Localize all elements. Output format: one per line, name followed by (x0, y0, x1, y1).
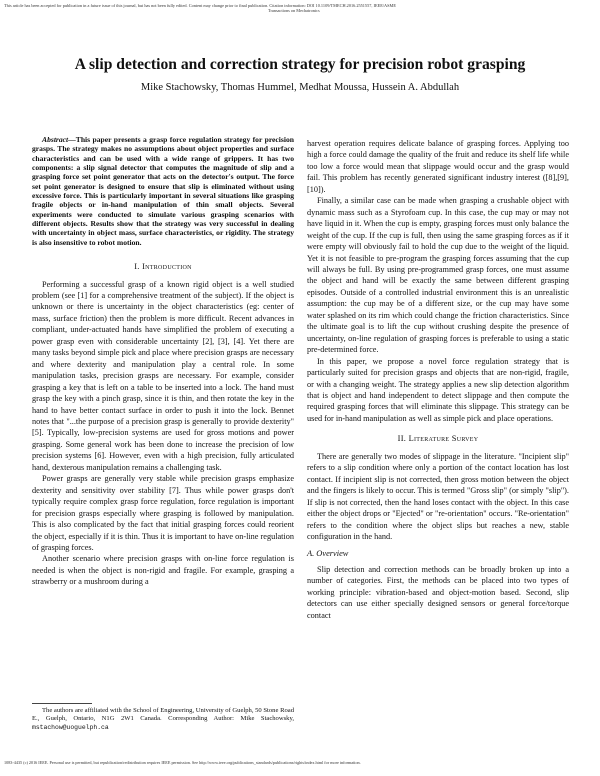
footnote-text: The authors are affiliated with the School of Engineering, University of Guelph, 50 Stone Road E., Guelph, Ontario, N1G 2W1 Canada. Corresponding Author: Mike Stachowsky, (32, 707, 294, 723)
copyright-footer: 1083-4435 (c) 2016 IEEE. Personal use is permitted, but republication/redistribution requires IEEE permission. See http://www.ieee.org/publications_standards/publications/rights/index.html for more information. (4, 760, 361, 765)
paper-title: A slip detection and correction strategy for precision robot grasping (74, 56, 526, 73)
abstract (32, 135, 294, 247)
intro-paragraph: Another scenario where precision grasps with on-line force regulation is needed is when the object is non-rigid and fragile. For example, grasping a strawberry or a mushroom during a (32, 554, 294, 587)
author-footnote (32, 703, 294, 732)
footnote-rule (32, 703, 92, 704)
overview-paragraph: Slip detection and correction methods can be broadly broken up into a number of categories. First, the methods can be placed into two types of working principle: vibration-based and object-motion based. Second, slip detectors can use either specially designed sensors or general force/torque contact (307, 564, 569, 620)
intro-paragraph: Performing a successful grasp of a known rigid object is a well studied problem (see [1] for a comprehensive treatment of the subject). If the object is unknown or there is uncertainty in the object characteristics (eg: center of mass, surface friction) then the problem is more difficult. Recent advances in compliant, under-actuated hands have simplified the problem of executing a power grasp even with considerable uncertainty [2], [3], [4]. Yet there are many tasks beyond simple pick and place where precision grasps are necessary and where dexterity and manipulation play a central role. In some manipulation tasks, precision grasps are necessary. For example, consider grasping a key that is left on a table to be inserted into a lock. The hand must grasp the key with a pinch grasp, since it is thin, and then rotate the key in the hand to have better contact surface in order to push it into the lock. Bennet notes that "...the purpose of a precision grasp is generally to provide dexterity" [5]. Typically, low-precision systems are used for gross motions and power grasping. Some general work has been done to increase the precision of low precision systems [6]. However, even with a high precision, fully articulated hand, dexterous manipulation remains a challenging task. (32, 279, 294, 472)
paper-authors: Mike Stachowsky, Thomas Hummel, Medhat Moussa, Hussein A. Abdullah (140, 82, 460, 93)
literature-heading: II. Literature Survey (397, 434, 479, 444)
intro-paragraph: Power grasps are generally very stable while precision grasps emphasize dexterity and sensitivity over stability [7]. Thus while power grasps don't typically require complex grasp force regulation, force regulation is important for precision grasps especially where grasping is followed by manipulation. This is also complicated by the fact that initial grasping forces could reorient the object, especially if it is thin. Thus it is important to have on-line regulation of grasping forces. (32, 474, 294, 552)
header-journal: Transactions on Mechatronics (268, 8, 320, 14)
abstract-text: —This paper presents a grasp force regulation strategy for precision grasps. The strategy makes no assumptions about object properties and surface characteristics and can be used with a wide range of grippers. It has two components: a slip signal detector that computes the magnitude of slip and a grasping force set point generator that acts on the detector's output. The force set point generator is designed to ensure that slip is eliminated without using excessive force. This is particularly important in several situations like grasping fragile objects or in-hand manipulation of thin small objects. Several experiments were conducted to simulate various grasping scenarios with different objects. Results show that the strategy was very successful in dealing with uncertainty in object mass, surface characteristics, or rigidity. The strategy is also insensitive to robot motion. (32, 135, 294, 247)
intro-heading: I. Introduction (134, 262, 192, 272)
literature-paragraph: There are generally two modes of slippage in the literature. "Incipient slip" refers to a slip condition where only a portion of the contact location has lost contact. If incipient slip is not corrected, then gross motion between the object and the fingers is likely to occur. This is termed "Gross slip" (or simply "slip"). If slip is not corrected, then the hand loses contact with the object. In this case either the object drops or "Ejected" or "re-orientation" occurs. "Re-orientation" refers to the condition where the object slips but reaches a new, stable configuration in the hand. (307, 451, 569, 541)
author-email: mstachow@uoguelph.ca (32, 723, 109, 731)
header-notice: This article has been accepted for publication in a future issue of this journal, but has not been fully edited. Content may change prior to final publication. Citation information: DOI 10.1109/TMECH.2016.2551557, IEEE/ASME (4, 3, 396, 8)
intro-paragraph: Finally, a similar case can be made when grasping a crushable object with dynamic mass such as a Styrofoam cup. In this case, the cup may or may not have liquid in it. When the cup is empty, grasping forces must only balance the weight of the cup. If the cup is full, then using the same grasping forces as if it were empty will obviously fail to hold the cup due to the weight of the liquid. Yet it is not feasible to pre-program the grasping forces assuming that the cup will always be full. By using pre-programmed grasp forces, one must assume the object and hand will be exactly the same between different grasping episodes. Outside of a controlled industrial environment this is an unrealistic assumption: the cup may be of a different size, or the cup may have some water splashed on its rim which could change the friction characteristics. Since the ultimate goal is to lift the cup without crushing despite the presence of uncertainty, on-line regulation of grasping forces is preferable to using a static pre-determined force. (307, 196, 569, 355)
running-header (4, 3, 594, 13)
left-column (32, 135, 294, 588)
intro-paragraph: In this paper, we propose a novel force regulation strategy that is particularly suited for precision grasps and objects that are non-rigid, fragile, or with a changing weight. The strategy applies a new slip detection algorithm that is object and hand independent to detect slippage and then compute the required grasping forces that will eliminate this slippage. This strategy can be used for in-hand manipulation as well as simple pick and place operations. (307, 356, 569, 423)
abstract-label: Abstract (42, 135, 69, 144)
overview-heading: A. Overview (307, 549, 349, 559)
intro-paragraph: harvest operation requires delicate balance of grasping forces. Applying too high a force could damage the quality of the fruit and reduce its shelf life while too low a force would mean that slippage would occur and the grasp would fail. This problem has recently generated significant industry interest ([8],[9],[10]). (307, 139, 569, 194)
right-column (307, 138, 569, 621)
